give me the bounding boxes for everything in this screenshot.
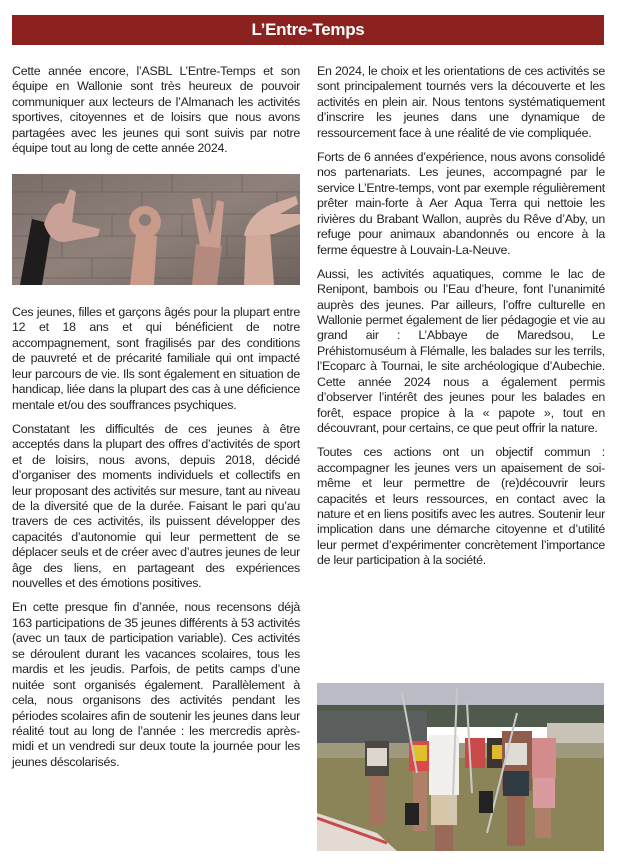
paragraph-difficulties: Constatant les difficultés de ces jeunes à être acceptés dans la plupart des offres d’activités de sport et de loisirs, nous avons, depuis 2018, décidé d’organiser des moments individuels et collectifs en leur proposant des activités sur mesure, tant au niveau de la diversité que de la durée. Faisant le pari qu’au travers de ces activités, ils puissent développer des capacités d’autonomie qui leur permettent de se déplacer seuls et de créer avec d’autres jeunes de leur âge des liens, en partageant des expériences nouvelles et des émotions positives. — [12, 421, 300, 591]
paragraph-partnerships: Forts de 6 années d’expérience, nous avons consolidé nos partenariats. Les jeunes, accompagné par le service L’Entre-temps, vont par exemple régulièrement prêter main-forte à Aer Aqua Terra qui nettoie les rivières du Brabant Wallon, auprès du Rêve d’Aby, un refuge pour animaux abandonnés ou encore à la ferme équestre à Louvain-La-Neuve. — [317, 149, 605, 257]
right-column — [317, 64, 605, 577]
paragraph-2024-choices: En 2024, le choix et les orientations de ces activités se sont principalement tournés vers la découverte et les activités en plein air. Nous tentons systématiquement d’inscrire les jeunes dans une dynamique de ressourcement face à une réalité de vie compliquée. — [317, 64, 605, 140]
left-column-intro — [12, 64, 300, 165]
paragraph-intro: Cette année encore, l’ASBL L’Entre-Temps et son équipe en Wallonie sont très heureux de pouvoir communiquer aux lecteurs de l’Almanach les activités sportives, citoyennes et de loisirs que nous avons partagées avec les jeunes qui sont suivis par notre équipe tout au long de cette année 2024. — [12, 64, 300, 156]
paragraph-young-people: Ces jeunes, filles et garçons âgés pour la plupart entre 12 et 18 ans et qui bénéficient de notre accompagnement, sont fragilisés par des conditions de pauvreté et de précarité familiale qui ont impacté leur parcours de vie. Ils sont également en situation de handicap, liée dans la plupart des cas à une déficience mentale et/ou des souffrances psychiques. — [12, 305, 300, 412]
photo-group-paddling — [317, 683, 604, 851]
article-title: L’Entre-Temps — [251, 20, 365, 39]
paragraph-aquatic-activities: Aussi, les activités aquatiques, comme le lac de Renipont, bambois ou l’Eau d’heure, font l’unanimité auprès des jeunes. Par ailleurs, l’offre culturelle en Wallonie permet également de lier pédagogie et vie au grand air : L’Abbaye de Maredsou, Le Préhistomuséum à Flémalle, les balades sur les terrils, l’Ecoparc à Tournai, le site archéologique d’Aubechie. Cette année 2024 nous a également permis d’observer l’intérêt des jeunes pour les balades en forêt, espace propice à la « papote », tout en découvrant, pour certains, ce que peut offrir la nature. — [317, 266, 605, 436]
article-header — [12, 15, 604, 45]
paragraph-common-objective: Toutes ces actions ont un objectif commun : accompagner les jeunes vers un apaisement de soi-même et leur permettre de (re)découvrir leurs capacités et leurs ressources, en contact avec la nature et en liens positifs avec les autres. Soutenir leur implication dans une démarche citoyenne et d’utilité leur permet d’expérimenter concrètement l’importance de leur participation à la société. — [317, 445, 605, 568]
paragraph-participations: En cette presque fin d’année, nous recensons déjà 163 participations de 35 jeunes différents à 53 activités (avec un taux de participation variable). Ces activités se déroulent durant les vacances scolaires, tous les mardis et les jeudis. Parfois, de petits camps d’une nuitée sont organisés également. Parallèlement à cela, nous organisons des activités pendant les périodes scolaires afin de soutenir les jeunes dans leur réalité tout au long de l’année : les mercredis après-midi et un vendredi sur deux toute la journée pour les jeunes déscolarisés. — [12, 600, 300, 769]
photo-hands-love-sign — [12, 174, 300, 285]
left-column-body — [12, 305, 300, 779]
